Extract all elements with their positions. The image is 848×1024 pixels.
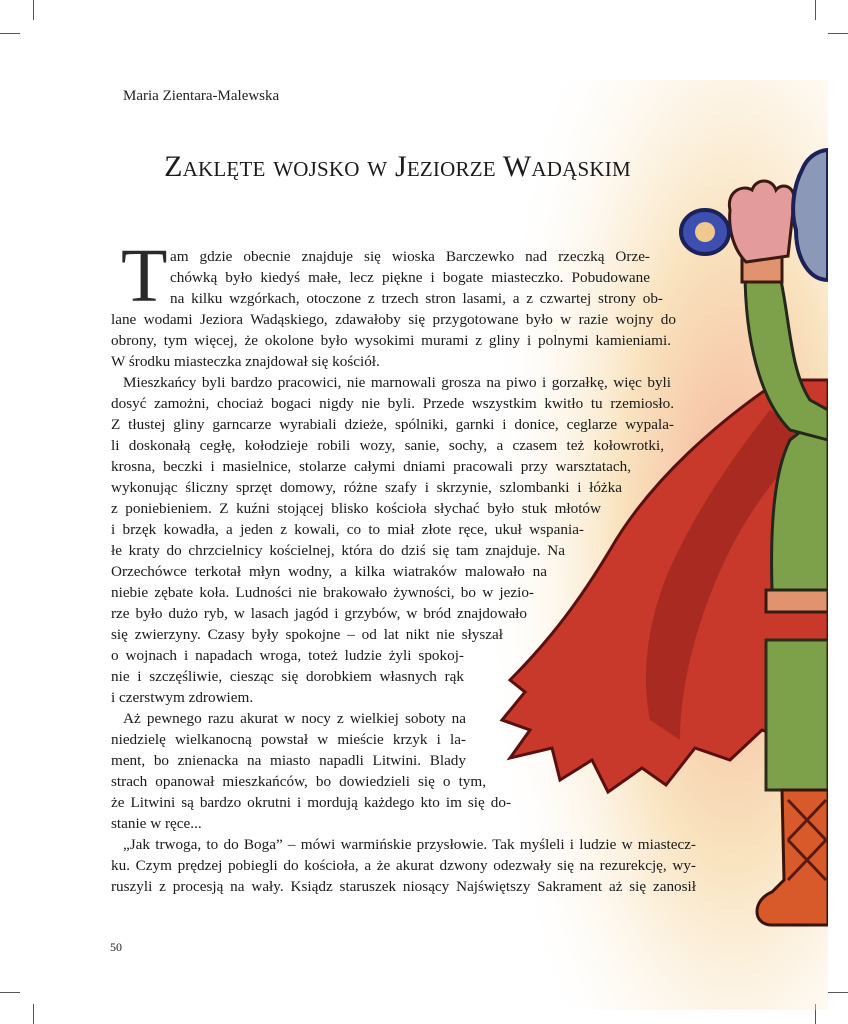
text-line: obrony, tym więcej, że okolone było wysokimi murami z gliny i polnymi kamieniami. — [111, 332, 671, 349]
drop-cap: T — [121, 234, 168, 318]
text-line: lane wodami Jeziora Wadąskiego, zdawałoby się przygotowane było w razie wojny do — [111, 311, 676, 328]
text-line: chówką było kiedyś małe, lecz piękne i bogate miasteczko. Pobudowane — [170, 269, 650, 286]
text-line: dosyć zamożni, chociaż bogaci nigdy nie byli. Przede wszystkim kwitło tu rzemiosło. — [111, 395, 674, 412]
text-line: nie i szczęśliwie, ciesząc się dorobkiem własnych rąk — [111, 668, 464, 685]
text-line: że Litwini są bardzo okrutni i mordują każdego kto im się do- — [111, 794, 511, 811]
text-line: li doskonałą cegłę, kołodzieje robili wozy, sanie, sochy, a czasem też kołowrotki, — [111, 437, 664, 454]
text-line: ku. Czym prędzej pobiegli do kościoła, a że akurat dzwony odezwały się na rezurekcję, wy- — [111, 857, 696, 874]
text-line: się zwierzyny. Czasy były spokojne – od lat nikt nie słyszał — [111, 626, 503, 643]
text-line: Orzechówce terkotał młyn wodny, a kilka wiatraków malowało na — [111, 563, 547, 580]
text-line: z poniebieniem. Z kuźni stojącej blisko kościoła słychać było stuk młotów — [111, 500, 601, 517]
text-line: ment, bo znienacka na miasto napadli Litwini. Blady — [111, 752, 466, 769]
page-number: 50 — [110, 940, 122, 954]
text-line: W środku miasteczka znajdował się kościół. — [111, 353, 380, 370]
text-line: Mieszkańcy byli bardzo pracowici, nie marnowali grosza na piwo i gorzałkę, więc byli — [123, 374, 671, 391]
text-line: ruszyli z procesją na wały. Ksiądz staruszek niosący Najświętszy Sakrament aż się zanosił — [111, 878, 696, 895]
author-name: Maria Zientara-Malewska — [123, 88, 280, 104]
text-line: niebie zębate koła. Ludności nie brakowało żywności, bo w jezio- — [111, 584, 534, 601]
text-line: Aż pewnego razu akurat w nocy z wielkiej soboty na — [123, 710, 466, 727]
text-line: „Jak trwoga, to do Boga” – mówi warmińskie przysłowie. Tak myśleli i ludzie w miastecz- — [123, 836, 696, 853]
text-line: rze było dużo ryb, w lasach jagód i grzybów, w bród znajdowało — [111, 605, 527, 622]
text-line: niedzielę wielkanocną powstał w mieście krzyk i la- — [111, 731, 466, 748]
chapter-title: Zaklęte wojsko w Jeziorze Wadąskim — [164, 150, 631, 183]
text-line: krosna, beczki i masielnice, stolarze całymi dniami pracowali przy warsztatach, — [111, 458, 631, 475]
text-line: strach opanował mieszkańców, bo dowiedzieli się o tym, — [111, 773, 486, 790]
text-line: łe kraty do chrzcielnicy kościelnej, która do dziś się tam znajduje. Na — [111, 542, 565, 559]
text-line: stanie w ręce... — [111, 815, 202, 832]
text-line: o wojnach i napadach wroga, toteż ludzie żyli spokoj- — [111, 647, 464, 664]
text-line: Z tłustej gliny garncarze wyrabiali dzieże, spólniki, garnki i donice, ceglarze wypala- — [111, 416, 674, 433]
text-line: i czerstwym zdrowiem. — [111, 689, 254, 706]
text-line: wykonując śliczny sprzęt domowy, różne szafy i skrzynie, szlombanki i łóżka — [111, 479, 622, 496]
text-line: i brzęk kowadła, a jeden z kowali, co to miał złote ręce, ukuł wspania- — [111, 521, 584, 538]
text-line: na kilku wzgórkach, otoczone z trzech stron lasami, a z czwartej strony ob- — [170, 290, 663, 307]
text-line: am gdzie obecnie znajduje się wioska Barczewko nad rzeczką Orze- — [170, 248, 650, 265]
